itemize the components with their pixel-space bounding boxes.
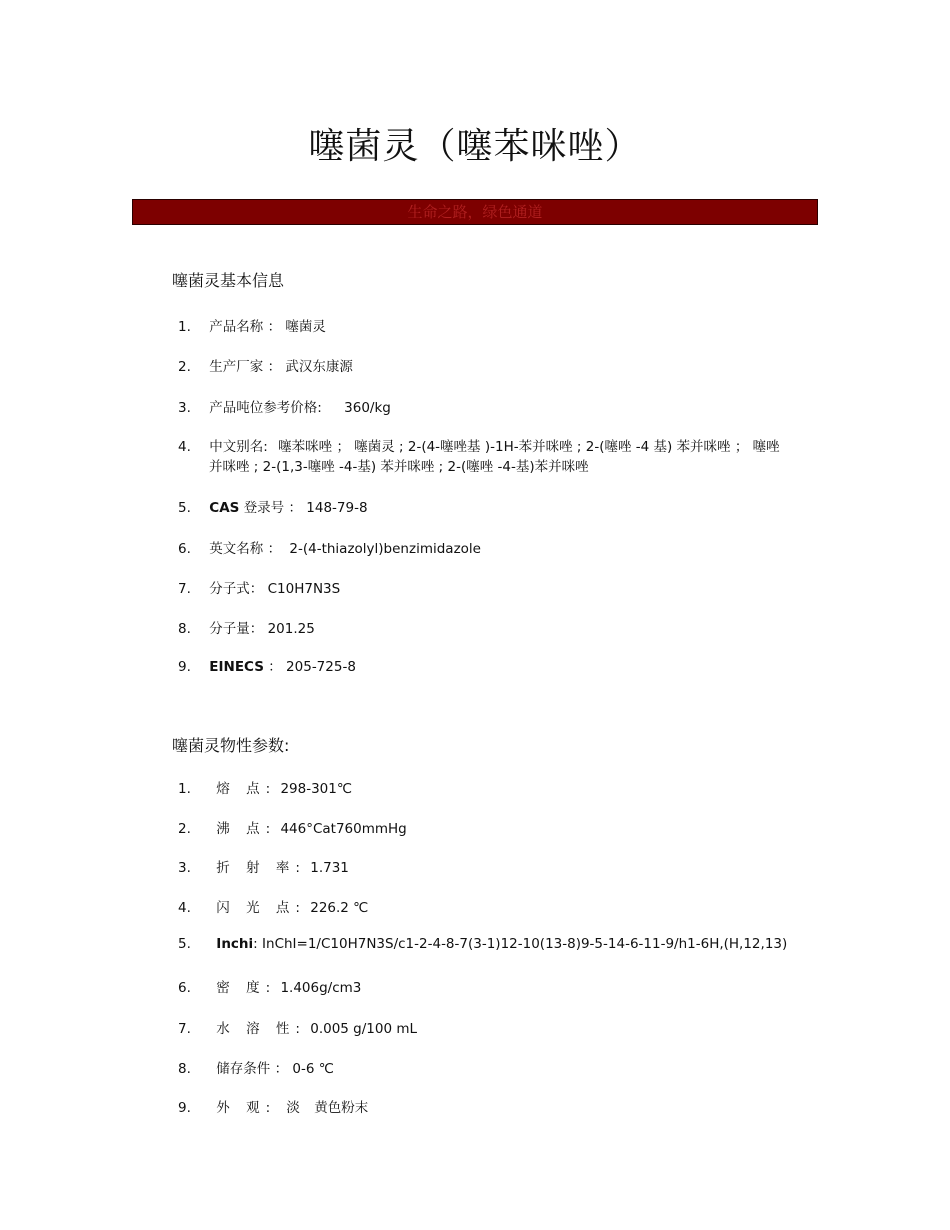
list-item: [178, 777, 352, 797]
item-label: 折 射 率:: [216, 860, 306, 876]
page-title: 噻菌灵（噻苯咪唑）: [308, 126, 642, 167]
item-value: 0-6 ℃: [292, 1061, 334, 1077]
list-item: [178, 655, 356, 675]
item-number: 2.: [178, 821, 191, 837]
list-item: [178, 1096, 368, 1116]
item-value: 1.731: [310, 860, 349, 876]
section-basic-info-heading: 噻菌灵基本信息: [172, 271, 285, 290]
item-label: 英文名称 ：: [209, 541, 282, 557]
item-label: 产品名称 ：: [209, 319, 282, 335]
item-number: 5.: [178, 500, 191, 516]
item-value: C10H7N3S: [267, 581, 341, 597]
list-item: [178, 537, 481, 557]
list-item: [178, 817, 407, 837]
item-label: 水 溶 性:: [216, 1021, 306, 1037]
list-item: [178, 315, 326, 335]
item-value: 2-(4-thiazolyl)benzimidazole: [289, 541, 481, 557]
item-value: 0.005 g/100 mL: [310, 1021, 418, 1037]
list-item: [178, 896, 368, 916]
item-label: 中文别名:: [209, 439, 268, 455]
list-item: [178, 1017, 417, 1037]
item-value: 武汉东康源: [285, 359, 353, 375]
list-item: [178, 496, 368, 516]
item-label: 分子量：: [209, 621, 264, 637]
item-value: 360/kg: [344, 400, 391, 416]
list-item: [178, 435, 780, 455]
item-label: 熔 点:: [216, 781, 277, 797]
list-item: [178, 936, 787, 952]
slogan-banner: 生命之路，绿色通道: [132, 199, 818, 225]
item-number: 3.: [178, 400, 191, 416]
item-number: 2.: [178, 359, 191, 375]
item-number: 1.: [178, 319, 191, 335]
item-value: 201.25: [267, 621, 315, 637]
item-label: 密 度:: [216, 980, 277, 996]
list-item: [178, 976, 361, 996]
item-number: 9.: [178, 659, 191, 675]
item-label: 生产厂家 ：: [209, 359, 282, 375]
item-value: 226.2 ℃: [310, 900, 369, 916]
item-value: InChI=1/C10H7N3S/c1-2-4-8-7(3-1)12-10(13-8)9-5-14-6-11-9/h1-6H,(H,12,13): [262, 936, 788, 952]
item-number: 6.: [178, 541, 191, 557]
item-value: 205-725-8: [286, 659, 356, 675]
list-item: [178, 617, 315, 637]
item-number: 4.: [178, 900, 191, 916]
item-number: 5.: [178, 936, 191, 952]
item-label: ：: [268, 659, 282, 675]
item-value: 148-79-8: [306, 500, 368, 516]
item-label: 产品吨位参考价格:: [209, 400, 322, 416]
item-number: 3.: [178, 860, 191, 876]
item-label: :: [253, 936, 258, 952]
item-label: 沸 点:: [216, 821, 277, 837]
section-properties-heading: 噻菌灵物性参数:: [172, 736, 290, 755]
item-label: 登录号 ：: [243, 500, 302, 516]
item-number: 8.: [178, 621, 191, 637]
item-label: 外 观: 淡: [216, 1100, 306, 1116]
list-item: [178, 1057, 334, 1077]
item-label: 储存条件 ：: [216, 1061, 289, 1077]
list-item: [178, 396, 391, 416]
item-number: 6.: [178, 980, 191, 996]
item-value: 噻苯咪唑 ； 噻菌灵 ; 2-(4-噻唑基 )-1H-苯并咪唑 ; 2-(噻唑 -4 基) 苯并咪唑 ； 噻唑: [278, 439, 780, 455]
item-label-bold: CAS: [209, 500, 240, 516]
item-number: 7.: [178, 1021, 191, 1037]
item-label: 分子式：: [209, 581, 264, 597]
item-number: 4.: [178, 439, 191, 455]
item-label-bold: EINECS: [209, 659, 264, 675]
item-value: 黄色粉末: [314, 1100, 369, 1116]
list-item: [178, 856, 349, 876]
item-number: 9.: [178, 1100, 191, 1116]
item-number: 1.: [178, 781, 191, 797]
item-value: 298-301℃: [280, 781, 353, 797]
item-value: 1.406g/cm3: [280, 980, 362, 996]
list-item: [178, 355, 353, 375]
item-value: 446°Cat760mmHg: [280, 821, 407, 837]
item-label: 闪 光 点:: [216, 900, 306, 916]
item-value-continued: 并咪唑 ; 2-(1,3-噻唑 -4-基) 苯并咪唑 ; 2-(噻唑 -4-基)苯并咪唑: [209, 459, 589, 475]
item-number: 7.: [178, 581, 191, 597]
list-item: [178, 577, 340, 597]
item-value: 噻菌灵: [285, 319, 326, 335]
item-label-bold: Inchi: [216, 936, 254, 952]
item-number: 8.: [178, 1061, 191, 1077]
